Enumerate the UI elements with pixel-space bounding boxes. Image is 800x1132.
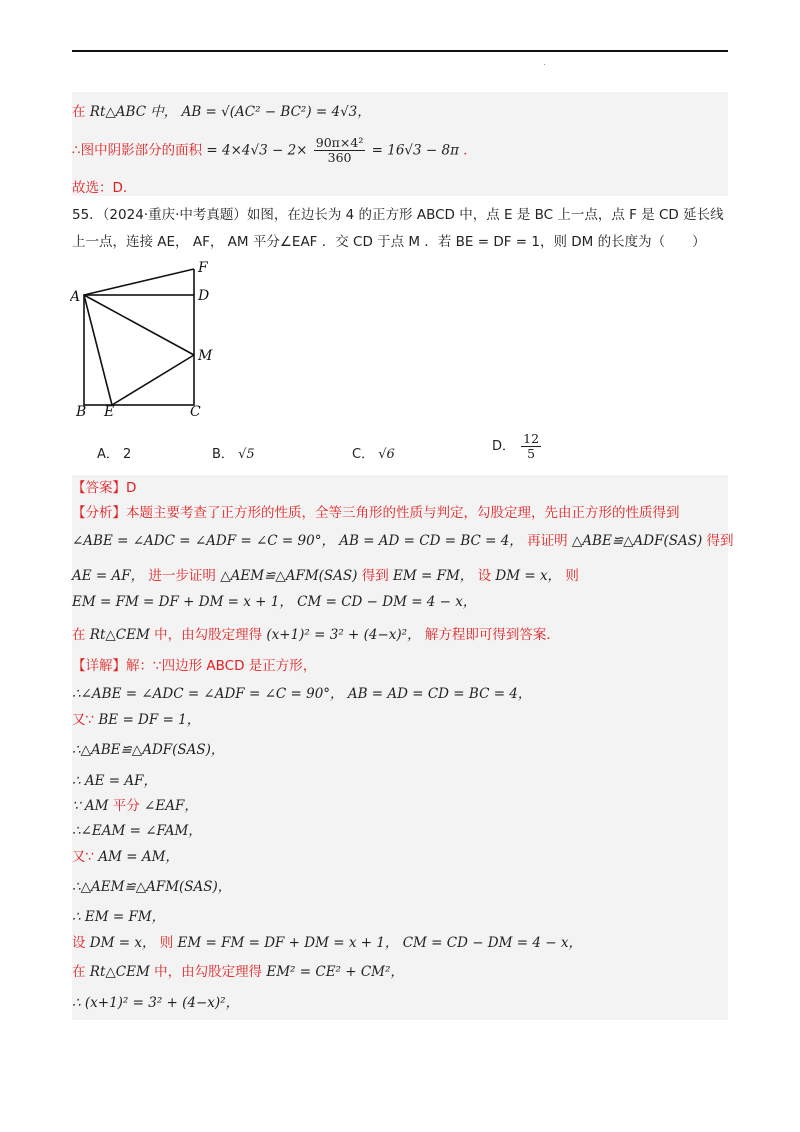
option-c-value: √6	[378, 447, 395, 462]
detail-line-2: ∴∠ABE = ∠ADC = ∠ADF = ∠C = 90°， AB = AD = CD = BC = 4，	[72, 686, 532, 702]
detail-line-4: ∴△ABE≌△ADF(SAS)，	[72, 742, 225, 758]
prev-line-1-prefix: 在	[72, 104, 86, 120]
detail-12-b: EM² = CE² + CM²，	[266, 964, 404, 980]
answer-value: D	[126, 480, 137, 496]
analysis-5-red: 在	[72, 627, 86, 643]
analysis-3-math4: DM = x，	[495, 568, 562, 584]
label-d: D	[198, 288, 210, 304]
analysis-3-red2: 得到	[361, 568, 389, 584]
detail-11-red2: 则	[159, 935, 174, 951]
prev-line-2-math: = 4×4√3 − 2×	[206, 142, 308, 159]
option-d-num: 12	[523, 431, 540, 446]
detail-12-red2: 中，由勾股定理得	[154, 964, 263, 980]
detail-line-8	[72, 847, 179, 867]
detail-text-1: 解：∵四边形 ABCD 是正方形，	[126, 658, 317, 674]
option-b-value: √5	[238, 447, 255, 462]
detail-6-b: ∠EAF，	[144, 798, 198, 814]
analysis-2-end: 得到	[706, 533, 734, 549]
analysis-5-red3: 解方程即可得到答案．	[424, 627, 560, 643]
detail-6-a: ∵ AM	[72, 798, 109, 814]
detail-line-12	[72, 962, 404, 982]
option-a[interactable]	[97, 443, 131, 462]
analysis-2-math2: △ABE≌△ADF(SAS)	[571, 533, 703, 549]
detail-line-6	[72, 796, 198, 816]
analysis-3-red4: 则	[565, 568, 579, 584]
detail-line-10: ∴ EM = FM，	[72, 909, 166, 925]
header-rule	[72, 50, 728, 52]
answer-line	[72, 478, 136, 498]
geometry-figure	[70, 258, 230, 420]
analysis-text-1: 本题主要考查了正方形的性质，全等三角形的性质与判定，勾股定理，先由正方形的性质得到	[126, 505, 680, 521]
option-d-letter: D．	[492, 439, 516, 454]
detail-11-red: 设	[72, 935, 86, 951]
analysis-line-4: EM = FM = DF + DM = x + 1， CM = CD − DM = 4 − x，	[72, 594, 477, 610]
label-a: A	[70, 289, 81, 305]
detail-8-red: 又∵	[72, 849, 95, 865]
analysis-5-red2: 中，由勾股定理得	[154, 627, 263, 643]
detail-line-7: ∴∠EAM = ∠FAM，	[72, 823, 202, 839]
detail-line-1	[72, 656, 316, 676]
prev-line-2-end: ．	[463, 142, 477, 159]
analysis-3-math3: EM = FM，	[393, 568, 474, 584]
analysis-2-math: ∠ABE = ∠ADC = ∠ADF = ∠C = 90°， AB = AD = CD = BC = 4，	[72, 533, 523, 549]
answer-label: 【答案】	[72, 480, 126, 496]
prev-line-2-tail: = 16√3 − 8π	[371, 142, 459, 159]
analysis-line-5	[72, 625, 560, 645]
option-d-fraction	[521, 432, 541, 461]
detail-8-math: AM = AM，	[98, 849, 179, 865]
analysis-line-2	[72, 531, 734, 551]
analysis-3-math2: △AEM≌△AFM(SAS)	[220, 568, 358, 584]
detail-line-9: ∴△AEM≌△AFM(SAS)，	[72, 879, 232, 895]
option-a-value: 2	[123, 447, 132, 462]
question-line-2: 上一点，连接 AE， AF， AM 平分∠EAF ．交 CD 于点 M ．若 BE = DF = 1，则 DM 的长度为（ ）	[72, 234, 706, 250]
detail-line-3	[72, 710, 200, 730]
detail-3-red: 又∵	[72, 712, 95, 728]
prev-line-2	[72, 136, 477, 165]
option-d[interactable]	[492, 432, 543, 461]
prev-fraction	[314, 136, 366, 165]
analysis-label: 【分析】	[72, 505, 126, 521]
option-b-letter: B．	[212, 447, 234, 462]
analysis-line-3	[72, 566, 579, 586]
detail-line-13: ∴ (x+1)² = 3² + (4−x)²，	[72, 995, 240, 1011]
analysis-3-red3: 设	[477, 568, 492, 584]
prev-line-3: 故选：D．	[72, 180, 137, 196]
detail-12-a: Rt△CEM	[89, 964, 150, 980]
option-d-den: 5	[527, 446, 536, 461]
analysis-line-1	[72, 503, 680, 523]
detail-11-b: EM = FM = DF + DM = x + 1， CM = CD − DM = 4 − x，	[177, 935, 582, 951]
detail-line-5: ∴ AE = AF，	[72, 773, 157, 789]
segment-af	[84, 269, 194, 295]
option-c-letter: C．	[352, 447, 375, 462]
option-a-letter: A．	[97, 447, 119, 462]
option-c[interactable]	[352, 443, 395, 462]
segment-ae	[84, 295, 112, 405]
segment-am	[84, 295, 194, 355]
header-dot: .	[543, 58, 546, 68]
detail-11-a: DM = x，	[89, 935, 156, 951]
question-line-1: 55．（2024·重庆·中考真题）如图，在边长为 4 的正方形 ABCD 中，点 E 是 BC 上一点，点 F 是 CD 延长线	[72, 207, 724, 223]
analysis-3-math: AE = AF，	[72, 568, 145, 584]
detail-6-red: 平分	[112, 798, 140, 814]
detail-3-math: BE = DF = 1，	[98, 712, 201, 728]
label-e: E	[104, 404, 115, 420]
detail-12-red: 在	[72, 964, 86, 980]
analysis-5-math: Rt△CEM	[89, 627, 150, 643]
label-c: C	[190, 404, 201, 420]
option-b[interactable]	[212, 443, 255, 462]
prev-line-2-text: ∴图中阴影部分的面积	[72, 142, 203, 159]
prev-fraction-den: 360	[327, 150, 352, 165]
label-f: F	[198, 260, 208, 276]
analysis-5-math2: (x+1)² = 3² + (4−x)²，	[266, 627, 421, 643]
detail-label: 【详解】	[72, 658, 126, 674]
segment-em	[112, 355, 194, 405]
prev-line-1-math: Rt△ABC 中， AB = √(AC² − BC²) = 4√3，	[89, 104, 371, 120]
analysis-3-red: 进一步证明	[148, 568, 216, 584]
analysis-2-red: 再证明	[527, 533, 568, 549]
prev-fraction-num: 90π×4²	[315, 135, 364, 150]
detail-line-11	[72, 933, 582, 953]
label-b: B	[76, 404, 87, 420]
label-m: M	[198, 348, 213, 364]
prev-line-1	[72, 102, 371, 122]
